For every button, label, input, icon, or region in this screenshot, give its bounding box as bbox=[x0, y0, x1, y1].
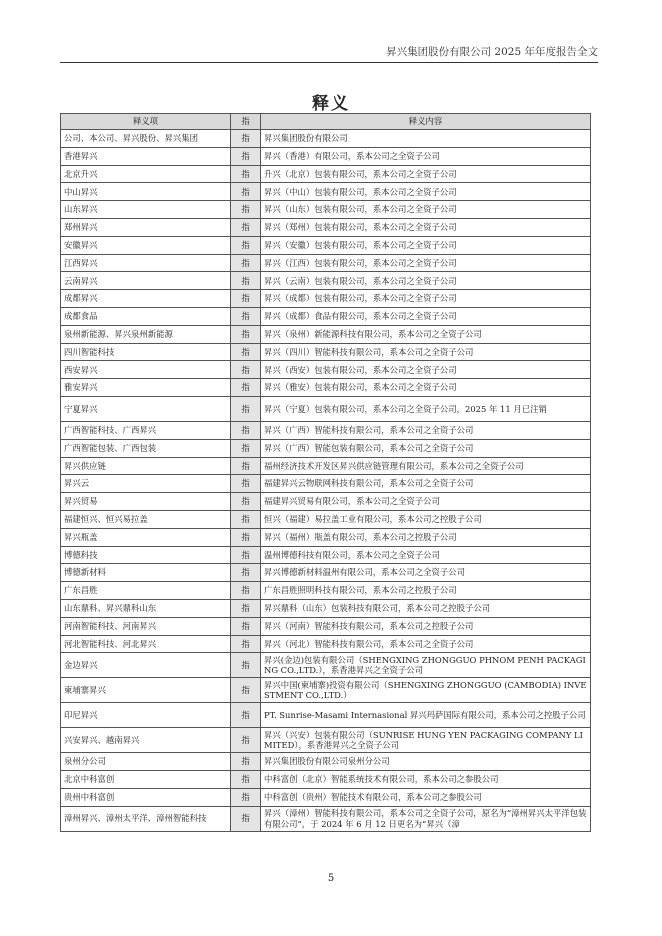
row-definition: 昇兴（江西）包装有限公司，系本公司之全资子公司 bbox=[261, 254, 591, 272]
row-term: 漳州昇兴、漳州太平洋、漳州智能科技 bbox=[61, 806, 231, 831]
row-mark: 指 bbox=[231, 439, 261, 457]
table-row bbox=[61, 183, 591, 201]
row-definition: 昇兴博德新材料温州有限公司，系本公司之全资子公司 bbox=[261, 564, 591, 582]
row-mark: 指 bbox=[231, 236, 261, 254]
row-mark: 指 bbox=[231, 582, 261, 600]
table-row bbox=[61, 599, 591, 617]
table-row bbox=[61, 236, 591, 254]
row-term: 宁夏昇兴 bbox=[61, 396, 231, 421]
row-mark: 指 bbox=[231, 379, 261, 397]
row-term: 西安昇兴 bbox=[61, 361, 231, 379]
table-row bbox=[61, 439, 591, 457]
table-row bbox=[61, 728, 591, 753]
table-row bbox=[61, 290, 591, 308]
row-term: 河北智能科技、河北昇兴 bbox=[61, 635, 231, 653]
row-definition: 昇兴（成都）包装有限公司，系本公司之全资子公司 bbox=[261, 290, 591, 308]
row-definition: 升兴（北京）包装有限公司，系本公司之全资子公司 bbox=[261, 165, 591, 183]
table-row bbox=[61, 475, 591, 493]
row-mark: 指 bbox=[231, 183, 261, 201]
table-row bbox=[61, 272, 591, 290]
row-definition: 昇兴（宁夏）包装有限公司，系本公司之全资子公司，2025 年 11 月已注销 bbox=[261, 396, 591, 421]
table-row bbox=[61, 753, 591, 771]
row-mark: 指 bbox=[231, 510, 261, 528]
table-row bbox=[61, 361, 591, 379]
row-term: 成都食品 bbox=[61, 307, 231, 325]
row-definition: 昇兴（郑州）包装有限公司，系本公司之全资子公司 bbox=[261, 218, 591, 236]
table-row bbox=[61, 493, 591, 511]
table-row bbox=[61, 130, 591, 148]
row-mark: 指 bbox=[231, 806, 261, 831]
row-definition: 昇兴（成都）食品有限公司，系本公司之全资子公司 bbox=[261, 307, 591, 325]
row-mark: 指 bbox=[231, 290, 261, 308]
row-mark: 指 bbox=[231, 635, 261, 653]
row-mark: 指 bbox=[231, 421, 261, 439]
row-term: 昇兴云 bbox=[61, 475, 231, 493]
table-row bbox=[61, 635, 591, 653]
row-term: 金边昇兴 bbox=[61, 653, 231, 678]
row-definition: 昇兴（四川）智能科技有限公司，系本公司之全资子公司 bbox=[261, 343, 591, 361]
row-definition: 昇兴（漳州）智能科技有限公司，系本公司之全资子公司，原名为“漳州昇兴太平洋包装有限公司”，于 2024 年 6 月 12 日更名为“昇兴（漳 bbox=[261, 806, 591, 831]
row-term: 福建恒兴、恒兴易拉盖 bbox=[61, 510, 231, 528]
row-mark: 指 bbox=[231, 653, 261, 678]
row-term: 雅安昇兴 bbox=[61, 379, 231, 397]
row-term: 广西智能包装、广西包装 bbox=[61, 439, 231, 457]
table-header-row bbox=[61, 114, 591, 130]
table-row bbox=[61, 396, 591, 421]
row-term: 中山昇兴 bbox=[61, 183, 231, 201]
row-mark: 指 bbox=[231, 528, 261, 546]
section-title: 释义 bbox=[312, 94, 350, 114]
table-row bbox=[61, 806, 591, 831]
row-term: 山东昇兴 bbox=[61, 201, 231, 219]
row-definition: 福州经济技术开发区昇兴供应链管理有限公司，系本公司之全资子公司 bbox=[261, 457, 591, 475]
row-term: 香港昇兴 bbox=[61, 147, 231, 165]
row-definition: 昇兴集团股份有限公司 bbox=[261, 130, 591, 148]
row-term: 昇兴供应链 bbox=[61, 457, 231, 475]
table-row bbox=[61, 343, 591, 361]
table-row bbox=[61, 307, 591, 325]
row-term: 印尼昇兴 bbox=[61, 703, 231, 728]
row-definition: 昇兴（香港）有限公司，系本公司之全资子公司 bbox=[261, 147, 591, 165]
row-mark: 指 bbox=[231, 272, 261, 290]
header-mark: 指 bbox=[231, 114, 261, 130]
row-mark: 指 bbox=[231, 475, 261, 493]
document-header: 昇兴集团股份有限公司 2025 年年度报告全文 bbox=[386, 46, 598, 58]
header-term: 释义项 bbox=[61, 114, 231, 130]
row-mark: 指 bbox=[231, 617, 261, 635]
row-mark: 指 bbox=[231, 130, 261, 148]
row-term: 柬埔寨昇兴 bbox=[61, 678, 231, 703]
row-definition: 昇兴中国(柬埔寨)投资有限公司（SHENGXING ZHONGGUO (CAMBODIA) INVESTMENT CO.,LTD.） bbox=[261, 678, 591, 703]
header-divider bbox=[60, 62, 598, 63]
table-row bbox=[61, 457, 591, 475]
table-row bbox=[61, 510, 591, 528]
row-mark: 指 bbox=[231, 546, 261, 564]
row-definition: PT. Sunrise-Masami Internasional 昇兴玛萨国际有限公司，系本公司之控股子公司 bbox=[261, 703, 591, 728]
row-definition: 福建昇兴云物联网科技有限公司，系本公司之全资子公司 bbox=[261, 475, 591, 493]
row-definition: 昇兴（雅安）包装有限公司，系本公司之全资子公司 bbox=[261, 379, 591, 397]
row-definition: 昇兴（广西）智能包装有限公司，系本公司之全资子公司 bbox=[261, 439, 591, 457]
row-mark: 指 bbox=[231, 396, 261, 421]
page-number: 5 bbox=[327, 873, 335, 884]
row-term: 北京升兴 bbox=[61, 165, 231, 183]
row-mark: 指 bbox=[231, 599, 261, 617]
row-mark: 指 bbox=[231, 201, 261, 219]
row-term: 泉州新能源、昇兴泉州新能源 bbox=[61, 325, 231, 343]
row-term: 云南昇兴 bbox=[61, 272, 231, 290]
row-definition: 中科富创（贵州）智能技术有限公司，系本公司之参股公司 bbox=[261, 788, 591, 806]
table-row bbox=[61, 165, 591, 183]
row-mark: 指 bbox=[231, 564, 261, 582]
row-term: 广东昌胜 bbox=[61, 582, 231, 600]
row-mark: 指 bbox=[231, 325, 261, 343]
table-row bbox=[61, 218, 591, 236]
table-row bbox=[61, 421, 591, 439]
row-mark: 指 bbox=[231, 254, 261, 272]
row-mark: 指 bbox=[231, 147, 261, 165]
row-term: 广西智能科技、广西昇兴 bbox=[61, 421, 231, 439]
row-mark: 指 bbox=[231, 753, 261, 771]
row-definition: 中科富创（北京）智能系统技术有限公司，系本公司之参股公司 bbox=[261, 771, 591, 789]
row-definition: 昇兴（云南）包装有限公司，系本公司之全资子公司 bbox=[261, 272, 591, 290]
table-row bbox=[61, 703, 591, 728]
row-mark: 指 bbox=[231, 728, 261, 753]
row-term: 河南智能科技、河南昇兴 bbox=[61, 617, 231, 635]
row-mark: 指 bbox=[231, 218, 261, 236]
table-row bbox=[61, 771, 591, 789]
row-term: 贵州中科富创 bbox=[61, 788, 231, 806]
table-row bbox=[61, 528, 591, 546]
row-term: 昇兴瓶盖 bbox=[61, 528, 231, 546]
row-term: 江西昇兴 bbox=[61, 254, 231, 272]
row-term: 山东鼎科、昇兴鼎科山东 bbox=[61, 599, 231, 617]
glossary-table bbox=[60, 113, 591, 832]
row-definition: 昇兴（西安）包装有限公司，系本公司之全资子公司 bbox=[261, 361, 591, 379]
row-term: 兴安昇兴、越南昇兴 bbox=[61, 728, 231, 753]
row-definition: 昇兴鼎科（山东）包装科技有限公司，系本公司之控股子公司 bbox=[261, 599, 591, 617]
table-row bbox=[61, 147, 591, 165]
row-term: 安徽昇兴 bbox=[61, 236, 231, 254]
table-row bbox=[61, 678, 591, 703]
row-definition: 昇兴（山东）包装有限公司，系本公司之全资子公司 bbox=[261, 201, 591, 219]
row-definition: 昇兴（福州）瓶盖有限公司，系本公司之控股子公司 bbox=[261, 528, 591, 546]
row-definition: 昇兴集团股份有限公司泉州分公司 bbox=[261, 753, 591, 771]
row-term: 博德新材料 bbox=[61, 564, 231, 582]
table-row bbox=[61, 653, 591, 678]
row-mark: 指 bbox=[231, 457, 261, 475]
row-mark: 指 bbox=[231, 165, 261, 183]
row-definition: 福建昇兴贸易有限公司，系本公司之全资子公司 bbox=[261, 493, 591, 511]
row-definition: 昇兴（河南）智能科技有限公司，系本公司之控股子公司 bbox=[261, 617, 591, 635]
row-term: 郑州昇兴 bbox=[61, 218, 231, 236]
row-mark: 指 bbox=[231, 703, 261, 728]
row-mark: 指 bbox=[231, 307, 261, 325]
table-row bbox=[61, 201, 591, 219]
row-definition: 昇兴（安徽）包装有限公司，系本公司之全资子公司 bbox=[261, 236, 591, 254]
row-definition: 昇兴（泉州）新能源科技有限公司，系本公司之全资子公司 bbox=[261, 325, 591, 343]
table-row bbox=[61, 546, 591, 564]
table-row bbox=[61, 379, 591, 397]
table-row bbox=[61, 617, 591, 635]
table-row bbox=[61, 582, 591, 600]
row-definition: 昇兴（广西）智能科技有限公司，系本公司之全资子公司 bbox=[261, 421, 591, 439]
row-term: 公司、本公司、昇兴股份、昇兴集团 bbox=[61, 130, 231, 148]
header-definition: 释义内容 bbox=[261, 114, 591, 130]
row-term: 泉州分公司 bbox=[61, 753, 231, 771]
row-term: 昇兴贸易 bbox=[61, 493, 231, 511]
row-definition: 温州博德科技有限公司，系本公司之全资子公司 bbox=[261, 546, 591, 564]
row-mark: 指 bbox=[231, 771, 261, 789]
row-definition: 昇兴（河北）智能科技有限公司，系本公司之全资子公司 bbox=[261, 635, 591, 653]
row-term: 成都昇兴 bbox=[61, 290, 231, 308]
row-definition: 昇兴(金边)包装有限公司（SHENGXING ZHONGGUO PHNOM PENH PACKAGING CO.,LTD.），系香港昇兴之全资子公司 bbox=[261, 653, 591, 678]
row-term: 四川智能科技 bbox=[61, 343, 231, 361]
row-definition: 昇兴（兴安）包装有限公司（SUNRISE HUNG YEN PACKAGING COMPANY LIMITED），系香港昇兴之全资子公司 bbox=[261, 728, 591, 753]
row-mark: 指 bbox=[231, 493, 261, 511]
table-row bbox=[61, 325, 591, 343]
table-row bbox=[61, 564, 591, 582]
row-definition: 昇兴（中山）包装有限公司，系本公司之全资子公司 bbox=[261, 183, 591, 201]
row-term: 博德科技 bbox=[61, 546, 231, 564]
row-definition: 恒兴（福建）易拉盖工业有限公司，系本公司之控股子公司 bbox=[261, 510, 591, 528]
row-mark: 指 bbox=[231, 361, 261, 379]
row-term: 北京中科富创 bbox=[61, 771, 231, 789]
row-definition: 广东昌胜照明科技有限公司，系本公司之控股子公司 bbox=[261, 582, 591, 600]
table-row bbox=[61, 788, 591, 806]
table-row bbox=[61, 254, 591, 272]
row-mark: 指 bbox=[231, 788, 261, 806]
row-mark: 指 bbox=[231, 678, 261, 703]
row-mark: 指 bbox=[231, 343, 261, 361]
